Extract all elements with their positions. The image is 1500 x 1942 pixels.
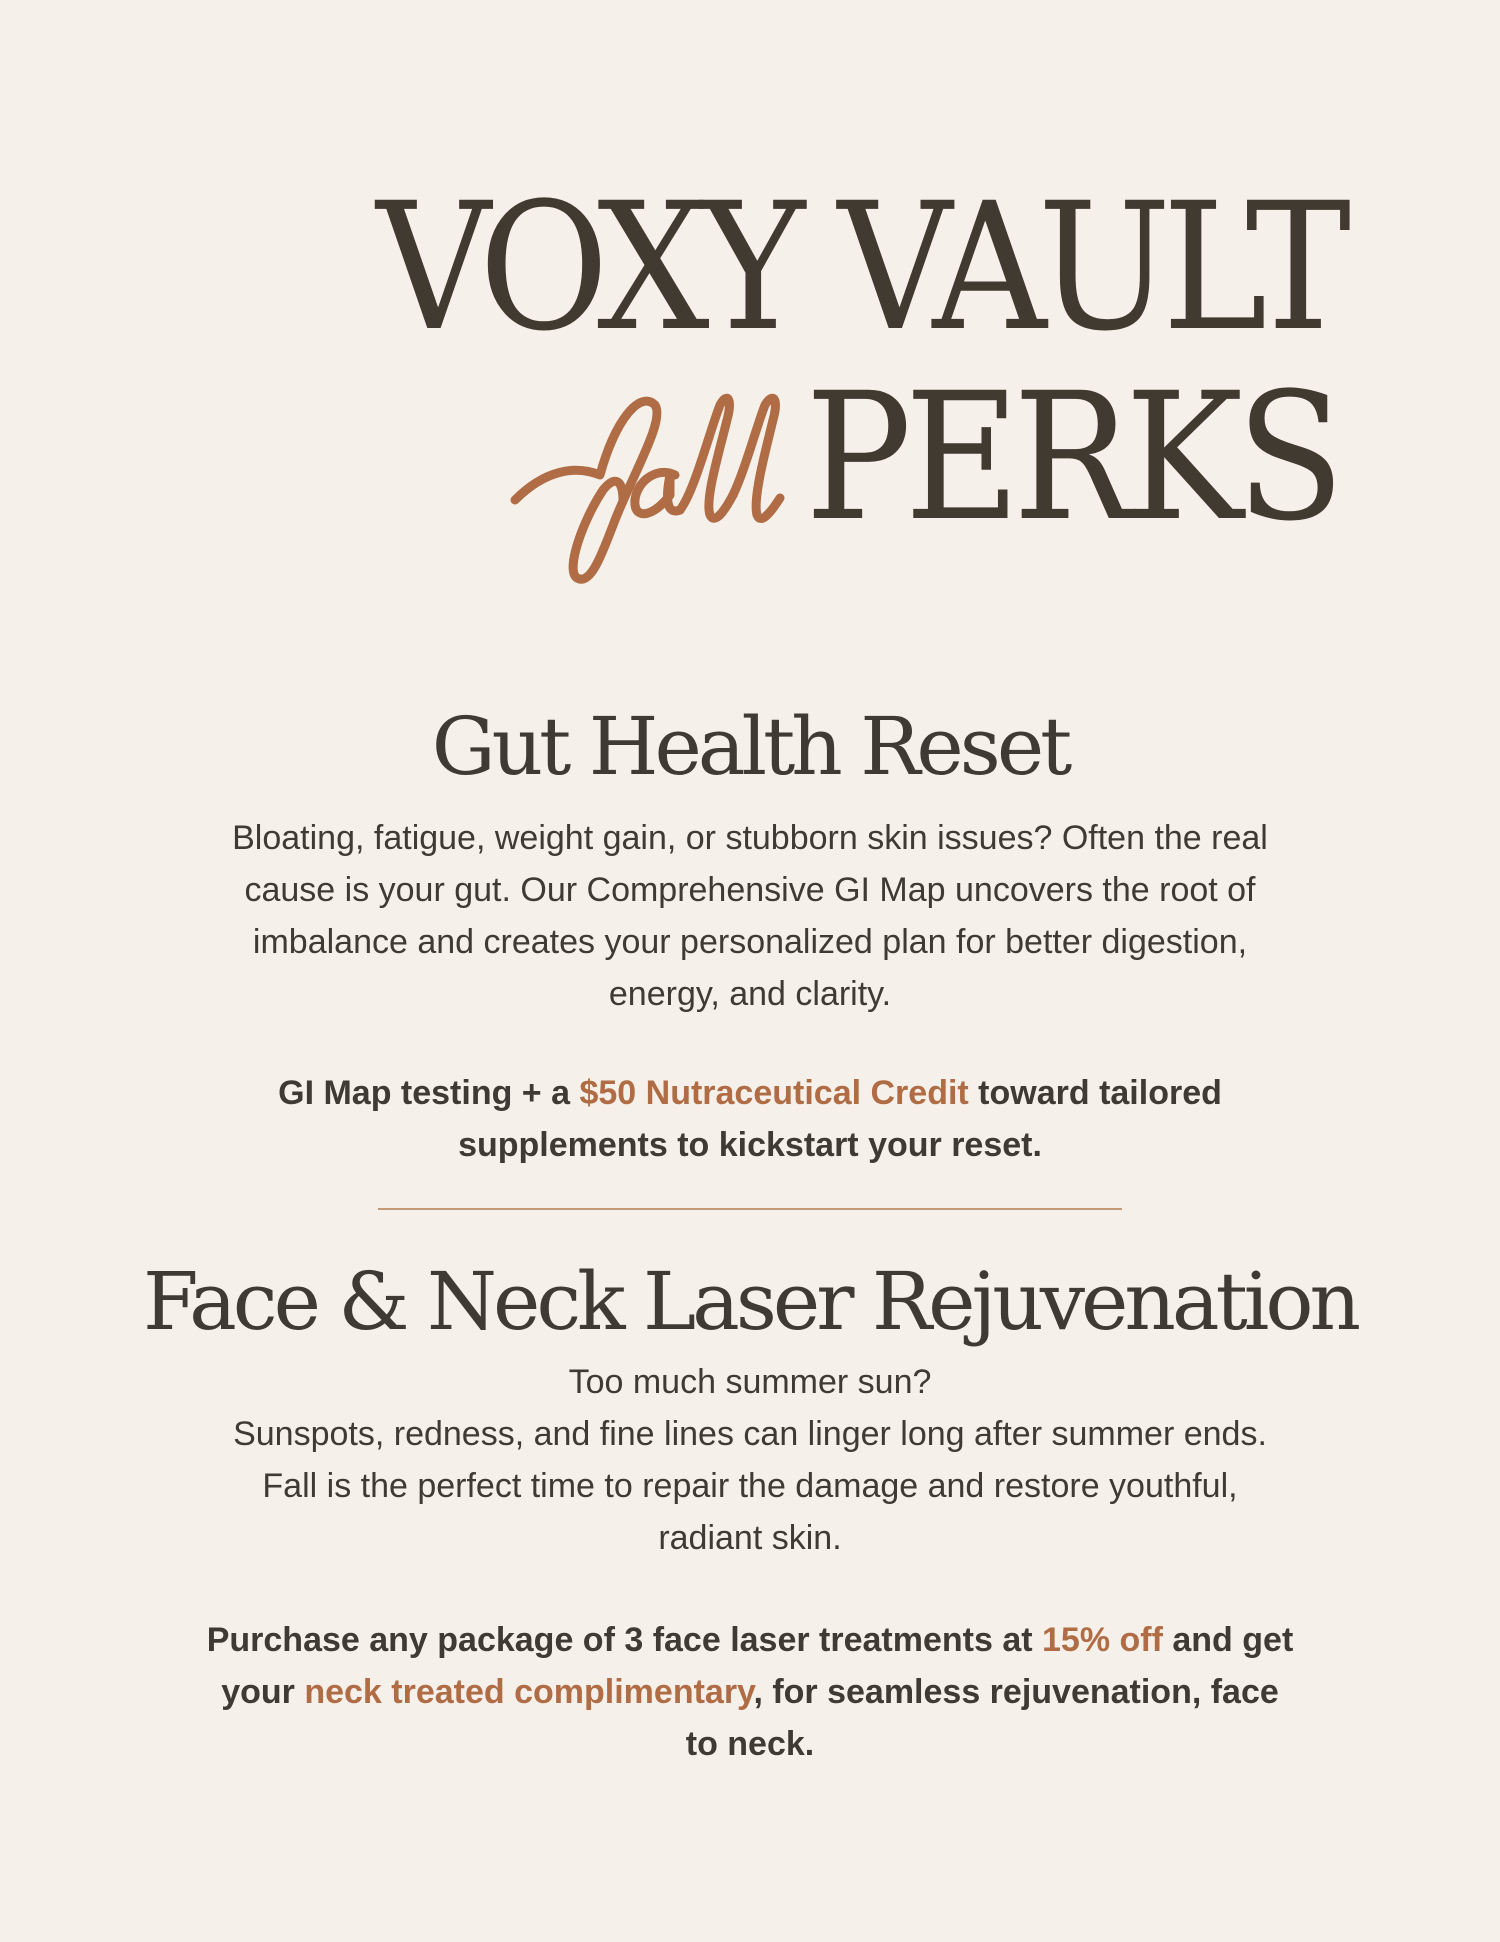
gut-offer-line1 <box>150 1067 1350 1119</box>
title-perks: PERKS <box>804 355 1337 560</box>
face-neck-description <box>150 1356 1350 1564</box>
face-body-line: Sunspots, redness, and fine lines can linger long after summer ends. <box>233 1415 1267 1453</box>
face-body-line: Too much summer sun? <box>568 1363 932 1401</box>
face-offer-line1 <box>150 1614 1350 1666</box>
discount-highlight: 15% off <box>1042 1621 1163 1659</box>
gut-offer-text: GI Map testing + a <box>278 1074 580 1112</box>
gut-health-offer <box>150 1067 1350 1171</box>
section-divider <box>378 1208 1122 1210</box>
face-offer-text: , for seamless rejuvenation, face <box>753 1673 1279 1711</box>
gut-health-description <box>150 812 1350 1020</box>
gut-health-heading: Gut Health Reset <box>431 700 1069 793</box>
face-offer-text: your <box>221 1673 305 1711</box>
face-offer-text: Purchase any package of 3 face laser treatments at <box>206 1621 1043 1659</box>
gut-body-line: Bloating, fatigue, weight gain, or stubborn skin issues? Often the real <box>232 819 1268 857</box>
title-voxy-vault: VOXY VAULT <box>376 165 1342 370</box>
complimentary-neck-highlight: neck treated complimentary <box>304 1673 754 1711</box>
gut-body-line: imbalance and creates your personalized plan for better digestion, <box>252 923 1248 961</box>
gut-body-line: energy, and clarity. <box>608 975 892 1013</box>
face-neck-offer <box>150 1614 1350 1770</box>
gut-body-line: cause is your gut. Our Comprehensive GI Map uncovers the root of <box>244 871 1256 909</box>
fall-script-drawing <box>505 380 785 590</box>
face-offer-text: and get <box>1162 1621 1294 1659</box>
face-body-line: Fall is the perfect time to repair the damage and restore youthful, <box>262 1467 1238 1505</box>
nutraceutical-credit-highlight: $50 Nutraceutical Credit <box>579 1074 969 1112</box>
gut-offer-line2: supplements to kickstart your reset. <box>458 1126 1042 1164</box>
face-offer-line2 <box>150 1666 1350 1718</box>
face-body-line: radiant skin. <box>658 1519 842 1557</box>
gut-offer-text: toward tailored <box>968 1074 1222 1112</box>
face-offer-line3: to neck. <box>685 1725 815 1763</box>
script-word-fall <box>505 380 785 590</box>
face-neck-heading: Face & Neck Laser Rejuvenation <box>142 1255 1358 1348</box>
